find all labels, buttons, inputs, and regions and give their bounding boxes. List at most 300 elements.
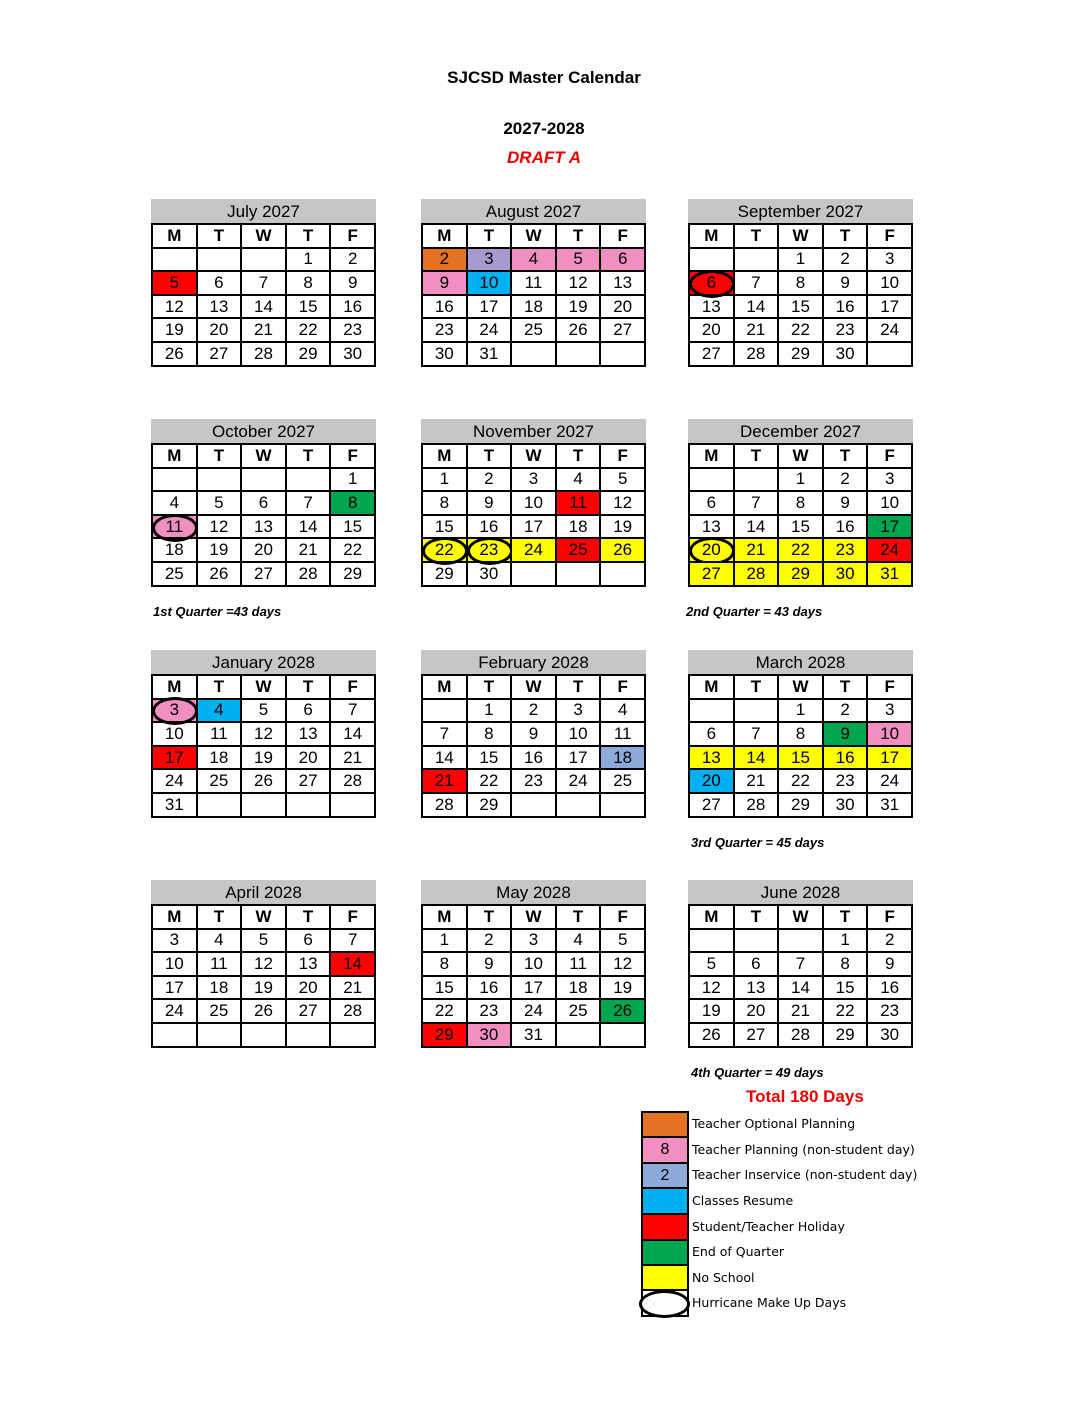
weekday-header: T (734, 675, 779, 699)
day-cell: 29 (823, 1023, 868, 1047)
day-cell: 1 (823, 929, 868, 953)
legend-sample-number: 2 (660, 1166, 670, 1184)
day-cell: 18 (511, 295, 556, 319)
weekday-header: T (467, 444, 512, 468)
hurricane-makeup-ring (152, 514, 198, 542)
day-cell: 4 (556, 929, 601, 953)
empty-cell (600, 793, 645, 817)
day-cell: 30 (467, 562, 512, 586)
day-cell: 5 (556, 248, 601, 272)
day-cell: 6 (689, 491, 734, 515)
month-title: May 2028 (421, 880, 646, 904)
weekday-header: W (241, 444, 286, 468)
day-cell: 26 (152, 342, 197, 366)
day-cell: 9 (467, 952, 512, 976)
day-cell: 15 (467, 746, 512, 770)
day-cell: 8 (422, 491, 467, 515)
day-cell: 14 (778, 976, 823, 1000)
day-cell: 17 (867, 295, 912, 319)
empty-cell (689, 248, 734, 272)
month-march-2028 (688, 650, 913, 818)
day-cell: 12 (689, 976, 734, 1000)
day-cell: 14 (241, 295, 286, 319)
day-cell: 8 (823, 952, 868, 976)
empty-cell (734, 468, 779, 492)
day-cell: 17 (467, 295, 512, 319)
day-cell: 25 (197, 769, 242, 793)
day-cell: 25 (152, 562, 197, 586)
weekday-header: T (467, 675, 512, 699)
weekday-header: T (556, 905, 601, 929)
weekday-header: W (778, 905, 823, 929)
quarter-2-note: 2nd Quarter = 43 days (686, 604, 823, 619)
day-cell: 16 (823, 746, 868, 770)
day-cell: 28 (241, 342, 286, 366)
empty-cell (734, 699, 779, 723)
day-cell: 12 (241, 952, 286, 976)
day-cell: 2 (467, 468, 512, 492)
empty-cell (197, 793, 242, 817)
empty-cell (152, 248, 197, 272)
empty-cell (511, 562, 556, 586)
day-cell: 17 (152, 746, 197, 770)
day-cell: 14 (422, 746, 467, 770)
weekday-header: F (600, 444, 645, 468)
day-cell: 19 (600, 515, 645, 539)
day-cell: 21 (330, 976, 375, 1000)
empty-cell (241, 468, 286, 492)
weekday-header: T (556, 444, 601, 468)
legend-item (641, 1239, 917, 1265)
day-cell: 3 (511, 929, 556, 953)
month-february-2028 (421, 650, 646, 818)
weekday-header: M (152, 444, 197, 468)
day-cell: 13 (600, 271, 645, 295)
hurricane-ring-icon (639, 1290, 690, 1318)
day-cell: 24 (556, 769, 601, 793)
empty-cell (241, 793, 286, 817)
day-cell: 15 (778, 746, 823, 770)
day-cell: 6 (286, 699, 331, 723)
day-cell: 24 (867, 538, 912, 562)
day-cell: 28 (422, 793, 467, 817)
legend-swatch (641, 1289, 689, 1318)
quarter-3-note: 3rd Quarter = 45 days (691, 835, 825, 850)
day-cell: 19 (152, 318, 197, 342)
day-cell: 13 (689, 746, 734, 770)
day-cell: 7 (734, 722, 779, 746)
month-title: June 2028 (688, 880, 913, 904)
hurricane-makeup-ring (689, 537, 735, 565)
weekday-header: M (152, 675, 197, 699)
day-cell: 31 (511, 1023, 556, 1047)
day-cell: 27 (689, 562, 734, 586)
month-title: July 2027 (151, 199, 376, 223)
day-cell: 26 (556, 318, 601, 342)
empty-cell (152, 1023, 197, 1047)
day-cell: 18 (556, 976, 601, 1000)
empty-cell (556, 793, 601, 817)
day-cell: 3 (511, 468, 556, 492)
empty-cell (511, 793, 556, 817)
day-cell: 2 (422, 248, 467, 272)
weekday-header: W (511, 224, 556, 248)
weekday-header: T (467, 905, 512, 929)
day-cell: 15 (422, 976, 467, 1000)
day-cell: 3 (556, 699, 601, 723)
day-cell: 24 (152, 769, 197, 793)
weekday-header: T (197, 905, 242, 929)
day-cell: 28 (778, 1023, 823, 1047)
weekday-header: W (511, 444, 556, 468)
day-cell: 26 (241, 769, 286, 793)
weekday-header: M (152, 224, 197, 248)
day-cell: 26 (241, 999, 286, 1023)
day-cell: 28 (734, 562, 779, 586)
month-title: September 2027 (688, 199, 913, 223)
day-cell: 5 (152, 271, 197, 295)
empty-cell (556, 1023, 601, 1047)
day-cell: 7 (778, 952, 823, 976)
legend-swatch (641, 1213, 689, 1240)
day-cell: 27 (241, 562, 286, 586)
empty-cell (689, 699, 734, 723)
day-cell: 3 (152, 929, 197, 953)
empty-cell (867, 342, 912, 366)
day-cell: 10 (467, 271, 512, 295)
day-cell: 24 (867, 318, 912, 342)
day-cell: 11 (511, 271, 556, 295)
day-cell: 6 (734, 952, 779, 976)
legend-label: End of Quarter (692, 1244, 785, 1260)
day-cell: 27 (689, 793, 734, 817)
weekday-header: T (823, 675, 868, 699)
day-cell: 4 (197, 699, 242, 723)
total-days: Total 180 Days (746, 1087, 864, 1106)
day-cell: 15 (286, 295, 331, 319)
day-cell: 3 (152, 699, 197, 723)
weekday-header: T (286, 675, 331, 699)
day-cell: 7 (330, 699, 375, 723)
day-cell: 19 (197, 538, 242, 562)
day-cell: 18 (197, 746, 242, 770)
weekday-header: F (867, 224, 912, 248)
school-year: 2027-2028 (503, 119, 585, 138)
day-cell: 12 (600, 491, 645, 515)
empty-cell (286, 793, 331, 817)
day-cell: 5 (600, 929, 645, 953)
day-cell: 4 (556, 468, 601, 492)
empty-cell (422, 699, 467, 723)
empty-cell (600, 562, 645, 586)
weekday-header: T (467, 224, 512, 248)
weekday-header: F (867, 444, 912, 468)
legend-swatch (641, 1162, 689, 1189)
day-cell: 5 (600, 468, 645, 492)
day-cell: 9 (422, 271, 467, 295)
day-cell: 29 (286, 342, 331, 366)
day-cell: 12 (600, 952, 645, 976)
day-cell: 11 (556, 491, 601, 515)
day-cell: 30 (823, 342, 868, 366)
weekday-header: F (600, 905, 645, 929)
day-cell: 11 (197, 722, 242, 746)
day-cell: 23 (823, 538, 868, 562)
day-cell: 9 (823, 491, 868, 515)
empty-cell (556, 562, 601, 586)
day-cell: 17 (867, 746, 912, 770)
day-cell: 14 (286, 515, 331, 539)
weekday-header: M (422, 444, 467, 468)
day-cell: 16 (467, 976, 512, 1000)
legend-item (641, 1162, 917, 1188)
day-cell: 11 (197, 952, 242, 976)
day-cell: 10 (511, 491, 556, 515)
day-cell: 7 (422, 722, 467, 746)
day-cell: 29 (330, 562, 375, 586)
day-cell: 6 (286, 929, 331, 953)
day-cell: 22 (422, 538, 467, 562)
day-cell: 17 (556, 746, 601, 770)
weekday-header: F (600, 224, 645, 248)
day-cell: 1 (778, 699, 823, 723)
weekday-header: T (734, 224, 779, 248)
empty-cell (286, 1023, 331, 1047)
day-cell: 31 (467, 342, 512, 366)
day-cell: 4 (197, 929, 242, 953)
empty-cell (600, 1023, 645, 1047)
day-cell: 16 (867, 976, 912, 1000)
day-cell: 2 (823, 248, 868, 272)
weekday-header: M (689, 675, 734, 699)
weekday-header: M (689, 444, 734, 468)
weekday-header: W (778, 675, 823, 699)
day-cell: 14 (330, 722, 375, 746)
empty-cell (197, 1023, 242, 1047)
day-cell: 15 (330, 515, 375, 539)
day-cell: 7 (734, 491, 779, 515)
day-cell: 26 (600, 538, 645, 562)
month-september-2027 (688, 199, 913, 367)
day-cell: 10 (867, 271, 912, 295)
day-cell: 12 (197, 515, 242, 539)
day-cell: 18 (152, 538, 197, 562)
day-cell: 8 (778, 491, 823, 515)
weekday-header: T (286, 224, 331, 248)
day-cell: 9 (867, 952, 912, 976)
weekday-header: W (778, 224, 823, 248)
day-cell: 23 (867, 999, 912, 1023)
day-cell: 6 (197, 271, 242, 295)
day-cell: 28 (734, 342, 779, 366)
weekday-header: M (422, 675, 467, 699)
day-cell: 3 (867, 248, 912, 272)
day-cell: 12 (152, 295, 197, 319)
day-cell: 8 (467, 722, 512, 746)
weekday-header: M (422, 224, 467, 248)
day-cell: 23 (467, 999, 512, 1023)
month-april-2028 (151, 880, 376, 1048)
day-cell: 29 (778, 342, 823, 366)
day-cell: 30 (467, 1023, 512, 1047)
hurricane-makeup-ring (152, 697, 198, 725)
month-title: August 2027 (421, 199, 646, 223)
day-cell: 20 (286, 746, 331, 770)
day-cell: 20 (241, 538, 286, 562)
day-cell: 6 (600, 248, 645, 272)
weekday-header: F (600, 675, 645, 699)
day-cell: 31 (867, 793, 912, 817)
day-cell: 14 (734, 746, 779, 770)
day-cell: 13 (286, 952, 331, 976)
weekday-header: W (778, 444, 823, 468)
weekday-header: W (511, 675, 556, 699)
weekday-header: T (734, 905, 779, 929)
day-cell: 26 (600, 999, 645, 1023)
day-cell: 23 (330, 318, 375, 342)
weekday-header: M (689, 905, 734, 929)
day-cell: 16 (422, 295, 467, 319)
day-cell: 6 (689, 271, 734, 295)
day-cell: 6 (241, 491, 286, 515)
day-cell: 28 (330, 769, 375, 793)
day-cell: 25 (197, 999, 242, 1023)
legend-label: Student/Teacher Holiday (692, 1218, 845, 1234)
day-cell: 22 (467, 769, 512, 793)
day-cell: 7 (241, 271, 286, 295)
day-cell: 21 (734, 769, 779, 793)
day-cell: 10 (867, 491, 912, 515)
day-cell: 16 (330, 295, 375, 319)
day-cell: 5 (241, 699, 286, 723)
day-cell: 12 (556, 271, 601, 295)
legend-label: Teacher Inservice (non-student day) (692, 1167, 918, 1183)
month-title: November 2027 (421, 419, 646, 443)
legend-label: Classes Resume (692, 1193, 794, 1209)
legend-item (641, 1265, 917, 1291)
day-cell: 2 (823, 468, 868, 492)
day-cell: 31 (152, 793, 197, 817)
day-cell: 10 (152, 952, 197, 976)
month-title: April 2028 (151, 880, 376, 904)
day-cell: 27 (689, 342, 734, 366)
day-cell: 11 (600, 722, 645, 746)
day-cell: 14 (330, 952, 375, 976)
quarter-1-note: 1st Quarter =43 days (153, 604, 282, 619)
month-june-2028 (688, 880, 913, 1048)
weekday-header: T (286, 905, 331, 929)
day-cell: 25 (511, 318, 556, 342)
day-cell: 24 (867, 769, 912, 793)
day-cell: 1 (422, 929, 467, 953)
day-cell: 19 (241, 746, 286, 770)
day-cell: 23 (823, 318, 868, 342)
day-cell: 9 (330, 271, 375, 295)
day-cell: 5 (197, 491, 242, 515)
page-title: SJCSD Master Calendar (447, 68, 641, 87)
day-cell: 19 (689, 999, 734, 1023)
day-cell: 21 (734, 538, 779, 562)
legend-item (641, 1111, 917, 1137)
day-cell: 18 (197, 976, 242, 1000)
day-cell: 19 (241, 976, 286, 1000)
day-cell: 12 (241, 722, 286, 746)
day-cell: 24 (511, 538, 556, 562)
day-cell: 25 (556, 999, 601, 1023)
day-cell: 24 (467, 318, 512, 342)
day-cell: 21 (734, 318, 779, 342)
day-cell: 20 (689, 538, 734, 562)
weekday-header: W (511, 905, 556, 929)
day-cell: 5 (241, 929, 286, 953)
day-cell: 21 (286, 538, 331, 562)
day-cell: 13 (689, 515, 734, 539)
empty-cell (197, 468, 242, 492)
empty-cell (241, 248, 286, 272)
day-cell: 21 (778, 999, 823, 1023)
weekday-header: W (241, 224, 286, 248)
day-cell: 8 (778, 271, 823, 295)
day-cell: 14 (734, 515, 779, 539)
weekday-header: F (867, 905, 912, 929)
day-cell: 17 (511, 976, 556, 1000)
day-cell: 16 (467, 515, 512, 539)
day-cell: 8 (330, 491, 375, 515)
empty-cell (152, 468, 197, 492)
day-cell: 30 (330, 342, 375, 366)
weekday-header: F (330, 224, 375, 248)
day-cell: 29 (467, 793, 512, 817)
month-title: December 2027 (688, 419, 913, 443)
day-cell: 10 (511, 952, 556, 976)
weekday-header: M (689, 224, 734, 248)
day-cell: 9 (823, 722, 868, 746)
day-cell: 2 (511, 699, 556, 723)
day-cell: 18 (556, 515, 601, 539)
day-cell: 1 (778, 248, 823, 272)
day-cell: 3 (867, 468, 912, 492)
legend-item (641, 1188, 917, 1214)
day-cell: 27 (197, 342, 242, 366)
day-cell: 13 (241, 515, 286, 539)
day-cell: 21 (241, 318, 286, 342)
weekday-header: T (197, 224, 242, 248)
day-cell: 10 (152, 722, 197, 746)
day-cell: 13 (734, 976, 779, 1000)
day-cell: 7 (734, 271, 779, 295)
day-cell: 17 (152, 976, 197, 1000)
day-cell: 26 (197, 562, 242, 586)
day-cell: 11 (152, 515, 197, 539)
day-cell: 16 (823, 515, 868, 539)
day-cell: 22 (778, 318, 823, 342)
empty-cell (511, 342, 556, 366)
weekday-header: T (823, 444, 868, 468)
month-title: January 2028 (151, 650, 376, 674)
day-cell: 28 (286, 562, 331, 586)
day-cell: 29 (422, 1023, 467, 1047)
day-cell: 2 (823, 699, 868, 723)
legend-swatch (641, 1136, 689, 1163)
weekday-header: W (241, 675, 286, 699)
day-cell: 28 (330, 999, 375, 1023)
weekday-header: W (241, 905, 286, 929)
legend-swatch (641, 1264, 689, 1291)
day-cell: 15 (778, 295, 823, 319)
day-cell: 16 (511, 746, 556, 770)
day-cell: 1 (467, 699, 512, 723)
day-cell: 14 (734, 295, 779, 319)
